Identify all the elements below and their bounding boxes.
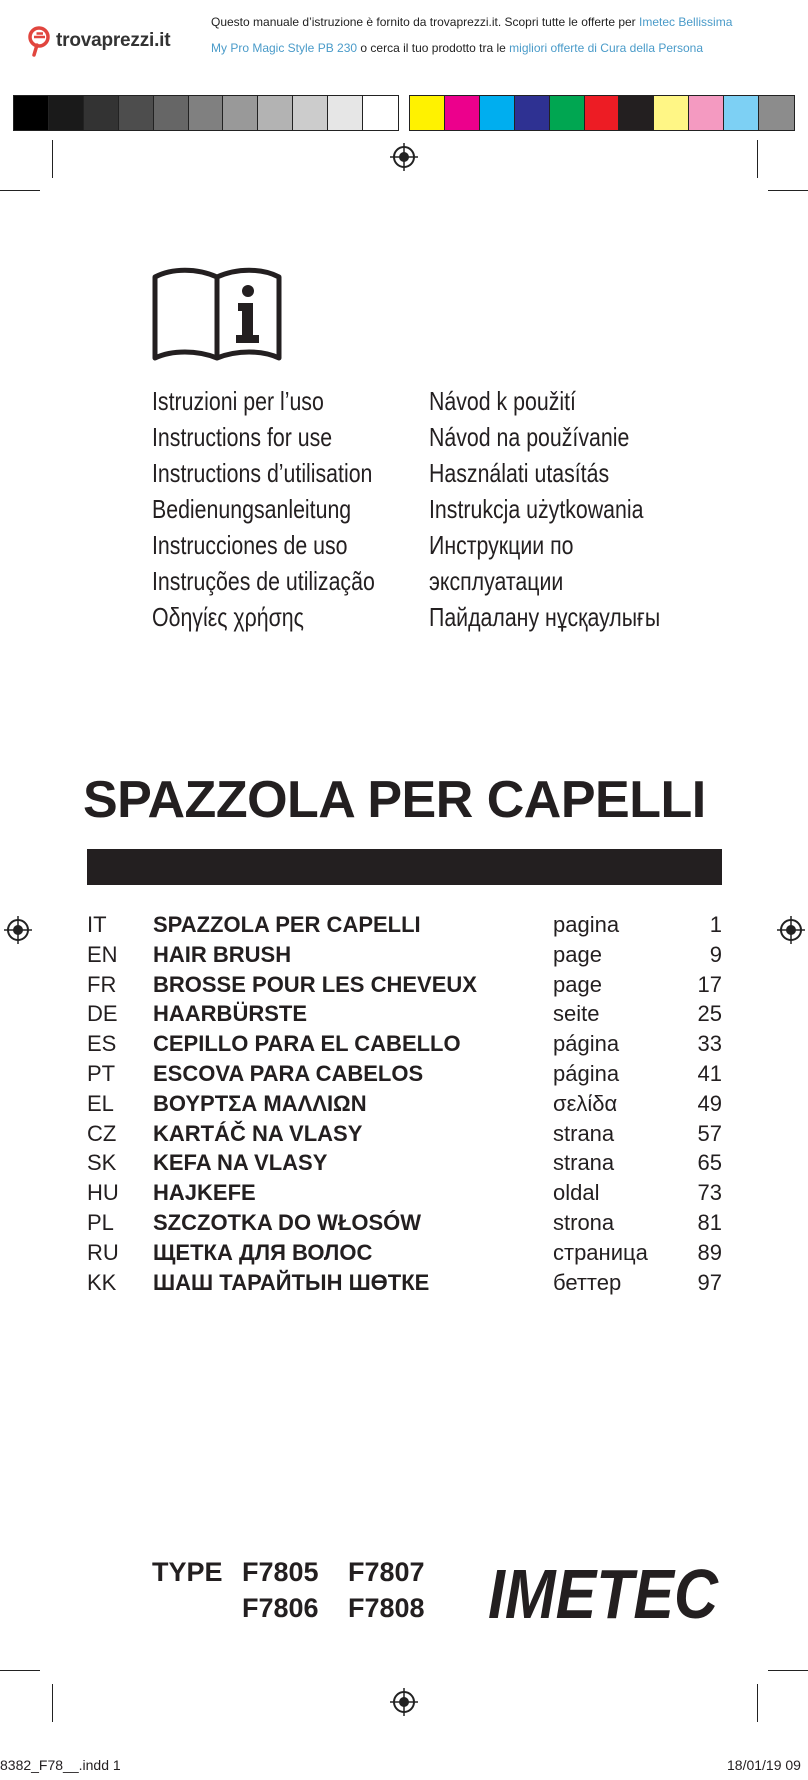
language-title: Instrucciones de uso	[152, 530, 348, 560]
model-row	[152, 1590, 452, 1626]
color-calibration-bar	[409, 95, 795, 131]
toc-row	[87, 970, 722, 1000]
section-title: SPAZZOLA PER CAPELLI	[153, 912, 421, 937]
color-patch	[119, 96, 154, 130]
language-code: KK	[87, 1269, 117, 1295]
crop-mark	[52, 140, 53, 178]
table-of-contents	[87, 910, 722, 1297]
color-patch	[759, 96, 794, 130]
page-number: 57	[697, 1120, 722, 1146]
color-patch	[654, 96, 689, 130]
toc-row	[87, 1208, 722, 1238]
page-title: SPAZZOLA PER CAPELLI	[83, 771, 706, 829]
language-title: Οδηγίες χρήσης	[152, 602, 304, 632]
page-number: 97	[697, 1269, 722, 1295]
section-title: CEPILLO PARA EL CABELLO	[153, 1031, 461, 1057]
trovaprezzi-logo-icon	[28, 26, 52, 56]
section-title: ESCOVA PARA CABELOS	[153, 1060, 424, 1086]
page-word: pagina	[553, 912, 620, 937]
color-patch	[49, 96, 84, 130]
color-patch	[550, 96, 585, 130]
color-patch	[585, 96, 620, 130]
model-types	[152, 1554, 452, 1626]
language-code: IT	[87, 912, 107, 937]
language-title: Instruções de utilização	[152, 566, 375, 596]
color-patch	[293, 96, 328, 130]
crop-mark	[52, 1684, 53, 1722]
language-title: Használati utasítás	[429, 458, 610, 488]
header-line2-text: o cerca il tuo prodotto tra le	[357, 41, 510, 55]
page-number: 65	[697, 1150, 722, 1176]
header-notice-line2	[211, 41, 703, 55]
book-info-icon	[152, 265, 282, 361]
crop-mark	[0, 1670, 40, 1671]
imetec-brand-logo	[480, 1556, 725, 1632]
header-notice-line1	[211, 15, 732, 29]
page-word: беттер	[553, 1269, 622, 1295]
model-number: F7805	[242, 1557, 319, 1587]
page-number: 89	[697, 1239, 722, 1265]
toc-row	[87, 1119, 722, 1149]
page-number: 17	[697, 971, 722, 997]
color-patch	[223, 96, 258, 130]
page-word: page	[553, 971, 602, 997]
toc-row	[87, 940, 722, 970]
toc-row	[87, 1178, 722, 1208]
page-number: 9	[709, 941, 722, 967]
crop-mark	[757, 1684, 758, 1722]
section-title: BROSSE POUR LES CHEVEUX	[153, 971, 477, 997]
crop-mark	[0, 190, 40, 191]
trovaprezzi-logo[interactable]	[28, 26, 170, 56]
color-patch	[515, 96, 550, 130]
model-number: F7806	[242, 1593, 319, 1623]
page-number: 25	[697, 1001, 722, 1027]
page-number: 41	[697, 1060, 722, 1086]
header-line1-text: Questo manuale d’istruzione è fornito da trovaprezzi.it. Scopri tutte le offerte per	[211, 15, 640, 29]
section-title: KEFA NA VLASY	[153, 1150, 328, 1176]
section-title: ЩЕТКА ДЛЯ ВОЛОС	[153, 1239, 373, 1265]
language-code: EN	[87, 941, 118, 967]
color-patch	[480, 96, 515, 130]
registration-mark-icon	[4, 916, 32, 944]
page-word: strona	[553, 1209, 615, 1235]
color-patch	[14, 96, 49, 130]
language-title: Bedienungsanleitung	[152, 494, 352, 524]
toc-row	[87, 1268, 722, 1298]
language-code: EL	[87, 1090, 114, 1116]
language-code: FR	[87, 971, 117, 997]
toc-row	[87, 1148, 722, 1178]
color-patch	[689, 96, 724, 130]
language-title: Instructions d’utilisation	[152, 458, 373, 488]
language-code: PL	[87, 1209, 114, 1235]
language-code: PT	[87, 1060, 116, 1086]
color-patch	[154, 96, 189, 130]
toc-row	[87, 1029, 722, 1059]
color-patch	[445, 96, 480, 130]
toc-row	[87, 999, 722, 1029]
page-word: oldal	[553, 1180, 600, 1206]
model-link[interactable]: My Pro Magic Style PB 230	[211, 41, 358, 55]
page-word: strana	[553, 1150, 615, 1176]
section-title: KARTÁČ NA VLASY	[153, 1120, 363, 1146]
color-patch	[363, 96, 398, 130]
language-code: CZ	[87, 1120, 117, 1146]
crop-mark	[768, 190, 808, 191]
language-titles-left	[152, 383, 375, 635]
page-word: strana	[553, 1120, 615, 1146]
language-title: Instructions for use	[152, 422, 333, 452]
registration-mark-icon	[390, 1688, 418, 1716]
language-title: Пайдалану нұсқаулығы	[429, 602, 661, 632]
model-number: F7808	[348, 1593, 425, 1623]
language-title: Istruzioni per l’uso	[152, 386, 324, 416]
color-patch	[328, 96, 363, 130]
category-offers-link[interactable]: migliori offerte di Cura della Persona	[509, 41, 704, 55]
language-title: Návod na používanie	[429, 422, 630, 452]
language-code: RU	[87, 1239, 119, 1265]
color-patch	[619, 96, 654, 130]
logo-text: trovaprezzi.it	[56, 30, 171, 51]
page-number: 33	[697, 1031, 722, 1057]
toc-row	[87, 910, 722, 940]
color-patch	[189, 96, 224, 130]
page-word: page	[553, 941, 602, 967]
page-number: 73	[697, 1180, 722, 1206]
color-patch	[84, 96, 119, 130]
language-title: Инструкции по	[429, 530, 574, 560]
toc-row	[87, 1089, 722, 1119]
registration-mark-icon	[777, 916, 805, 944]
section-title: HAJKEFE	[153, 1180, 256, 1206]
footer-date: 18/01/19 09	[727, 1757, 801, 1773]
page-word: página	[553, 1031, 620, 1057]
page-word: página	[553, 1060, 620, 1086]
color-patch	[258, 96, 293, 130]
product-link[interactable]: Imetec Bellissima	[639, 15, 733, 29]
type-label: TYPE	[152, 1557, 223, 1587]
model-row	[152, 1554, 452, 1590]
footer-filename: 8382_F78__.indd 1	[0, 1757, 121, 1773]
registration-mark-icon	[390, 143, 418, 171]
color-patch	[410, 96, 445, 130]
language-titles-right	[429, 383, 660, 635]
crop-mark	[768, 1670, 808, 1671]
page-word: seite	[553, 1001, 600, 1027]
page-number: 49	[697, 1090, 722, 1116]
language-title: Instrukcja użytkowania	[429, 494, 644, 524]
grayscale-calibration-bar	[13, 95, 399, 131]
language-code: ES	[87, 1031, 117, 1057]
toc-row	[87, 1059, 722, 1089]
page-word: страница	[553, 1239, 648, 1265]
language-code: HU	[87, 1180, 119, 1206]
crop-mark	[757, 140, 758, 178]
section-title: ΒΟΥΡΤΣΑ ΜΑΛΛΙΩΝ	[153, 1090, 367, 1116]
language-title: эксплуатации	[429, 566, 564, 596]
language-code: SK	[87, 1150, 117, 1176]
brand-name: IMETEC	[488, 1555, 720, 1633]
page-number: 81	[697, 1209, 722, 1235]
page-word: σελίδα	[553, 1090, 618, 1116]
section-title: ШАШ ТАРАЙТЫН ШӨТКЕ	[153, 1269, 430, 1295]
toc-row	[87, 1238, 722, 1268]
section-title: SZCZOTKA DO WŁOSÓW	[153, 1209, 422, 1235]
section-title: HAIR BRUSH	[153, 941, 292, 967]
color-patch	[724, 96, 759, 130]
section-title: HAARBÜRSTE	[153, 1001, 307, 1027]
language-title: Návod k použití	[429, 386, 576, 416]
language-code: DE	[87, 1001, 118, 1027]
title-divider-band	[87, 849, 722, 885]
page-number: 1	[709, 912, 722, 937]
model-number: F7807	[348, 1557, 425, 1587]
